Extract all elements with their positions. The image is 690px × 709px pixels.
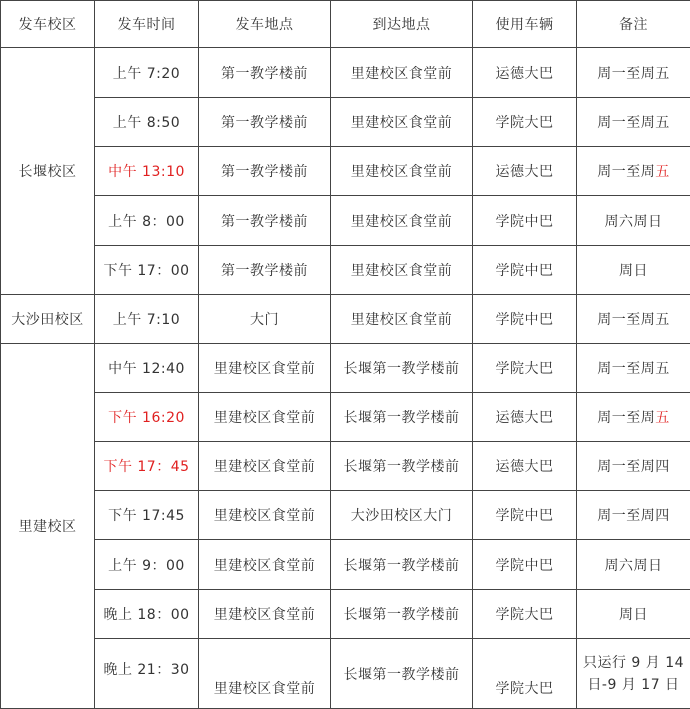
vehicle-cell: 运德大巴 <box>473 393 577 442</box>
note-cell: 周一至周五 <box>577 48 690 98</box>
time-cell: 中午 12:40 <box>95 344 199 393</box>
arrival-cell: 长堰第一教学楼前 <box>331 540 473 590</box>
vehicle-cell: 运德大巴 <box>473 442 577 491</box>
table-row <box>1 246 690 295</box>
time-cell: 下午 17:45 <box>95 491 199 540</box>
campus-cell: 长堰校区 <box>1 48 95 295</box>
departure-cell: 第一教学楼前 <box>199 98 331 147</box>
arrival-cell: 长堰第一教学楼前 <box>331 344 473 393</box>
departure-cell: 里建校区食堂前 <box>199 442 331 491</box>
table-row <box>1 393 690 442</box>
note-line-1: 只运行 9 月 14 <box>583 655 684 671</box>
departure-cell: 里建校区食堂前 <box>199 540 331 590</box>
departure-cell: 里建校区食堂前 <box>199 590 331 639</box>
time-cell: 中午 13:10 <box>95 147 199 196</box>
table-row <box>1 196 690 246</box>
vehicle-cell: 学院大巴 <box>473 98 577 147</box>
table-row <box>1 147 690 196</box>
time-cell: 下午 17：45 <box>95 442 199 491</box>
header-campus: 发车校区 <box>1 1 95 48</box>
arrival-cell: 里建校区食堂前 <box>331 246 473 295</box>
header-vehicle: 使用车辆 <box>473 1 577 48</box>
time-cell: 上午 8:50 <box>95 98 199 147</box>
note-cell <box>577 147 690 196</box>
arrival-cell: 里建校区食堂前 <box>331 196 473 246</box>
table-row <box>1 344 690 393</box>
header-note: 备注 <box>577 1 690 48</box>
note-cell: 周一至周五 <box>577 344 690 393</box>
note-line-2: 日-9 月 17 日 <box>587 677 679 693</box>
note-cell: 周日 <box>577 590 690 639</box>
time-cell: 上午 8：00 <box>95 196 199 246</box>
note-cell: 周日 <box>577 246 690 295</box>
time-cell: 晚上 21：30 <box>95 639 199 709</box>
vehicle-cell: 学院中巴 <box>473 246 577 295</box>
vehicle-cell: 学院大巴 <box>473 344 577 393</box>
header-arrival: 到达地点 <box>331 1 473 48</box>
arrival-cell: 里建校区食堂前 <box>331 295 473 344</box>
note-cell: 周六周日 <box>577 196 690 246</box>
note-cell <box>577 639 690 709</box>
departure-cell: 第一教学楼前 <box>199 246 331 295</box>
campus-cell: 里建校区 <box>1 344 95 709</box>
departure-cell: 第一教学楼前 <box>199 147 331 196</box>
arrival-cell: 长堰第一教学楼前 <box>331 590 473 639</box>
departure-cell: 第一教学楼前 <box>199 196 331 246</box>
note-cell: 周一至周五 <box>577 295 690 344</box>
time-cell: 上午 9：00 <box>95 540 199 590</box>
time-cell: 上午 7:20 <box>95 48 199 98</box>
table-row <box>1 295 690 344</box>
departure-cell: 里建校区食堂前 <box>199 344 331 393</box>
note-cell: 周六周日 <box>577 540 690 590</box>
note-highlight: 五 <box>655 164 670 180</box>
vehicle-cell: 学院中巴 <box>473 540 577 590</box>
time-cell: 晚上 18：00 <box>95 590 199 639</box>
table-row <box>1 48 690 98</box>
time-cell: 下午 16:20 <box>95 393 199 442</box>
table-row <box>1 590 690 639</box>
vehicle-cell: 运德大巴 <box>473 48 577 98</box>
note-cell <box>577 393 690 442</box>
note-text: 周一至周 <box>597 410 655 426</box>
arrival-cell: 里建校区食堂前 <box>331 147 473 196</box>
table-row <box>1 540 690 590</box>
vehicle-cell: 学院大巴 <box>473 590 577 639</box>
departure-cell: 里建校区食堂前 <box>199 491 331 540</box>
vehicle-cell: 运德大巴 <box>473 147 577 196</box>
arrival-cell: 长堰第一教学楼前 <box>331 393 473 442</box>
note-cell: 周一至周四 <box>577 491 690 540</box>
arrival-cell: 大沙田校区大门 <box>331 491 473 540</box>
header-departure: 发车地点 <box>199 1 331 48</box>
note-highlight: 五 <box>655 410 670 426</box>
note-cell: 周一至周四 <box>577 442 690 491</box>
vehicle-cell: 学院中巴 <box>473 196 577 246</box>
arrival-cell: 长堰第一教学楼前 <box>331 442 473 491</box>
time-cell: 下午 17：00 <box>95 246 199 295</box>
departure-cell: 里建校区食堂前 <box>199 393 331 442</box>
departure-cell: 大门 <box>199 295 331 344</box>
vehicle-cell: 学院中巴 <box>473 491 577 540</box>
arrival-cell: 里建校区食堂前 <box>331 98 473 147</box>
header-row <box>1 1 690 48</box>
arrival-cell: 里建校区食堂前 <box>331 48 473 98</box>
table-row <box>1 491 690 540</box>
vehicle-cell: 学院中巴 <box>473 295 577 344</box>
table-row <box>1 98 690 147</box>
departure-cell: 里建校区食堂前 <box>199 639 331 709</box>
table-row <box>1 639 690 709</box>
departure-cell: 第一教学楼前 <box>199 48 331 98</box>
vehicle-cell: 学院大巴 <box>473 639 577 709</box>
note-cell: 周一至周五 <box>577 98 690 147</box>
time-cell: 上午 7:10 <box>95 295 199 344</box>
campus-cell: 大沙田校区 <box>1 295 95 344</box>
table-row <box>1 442 690 491</box>
note-text: 周一至周 <box>597 164 655 180</box>
header-time: 发车时间 <box>95 1 199 48</box>
arrival-cell: 长堰第一教学楼前 <box>331 639 473 709</box>
